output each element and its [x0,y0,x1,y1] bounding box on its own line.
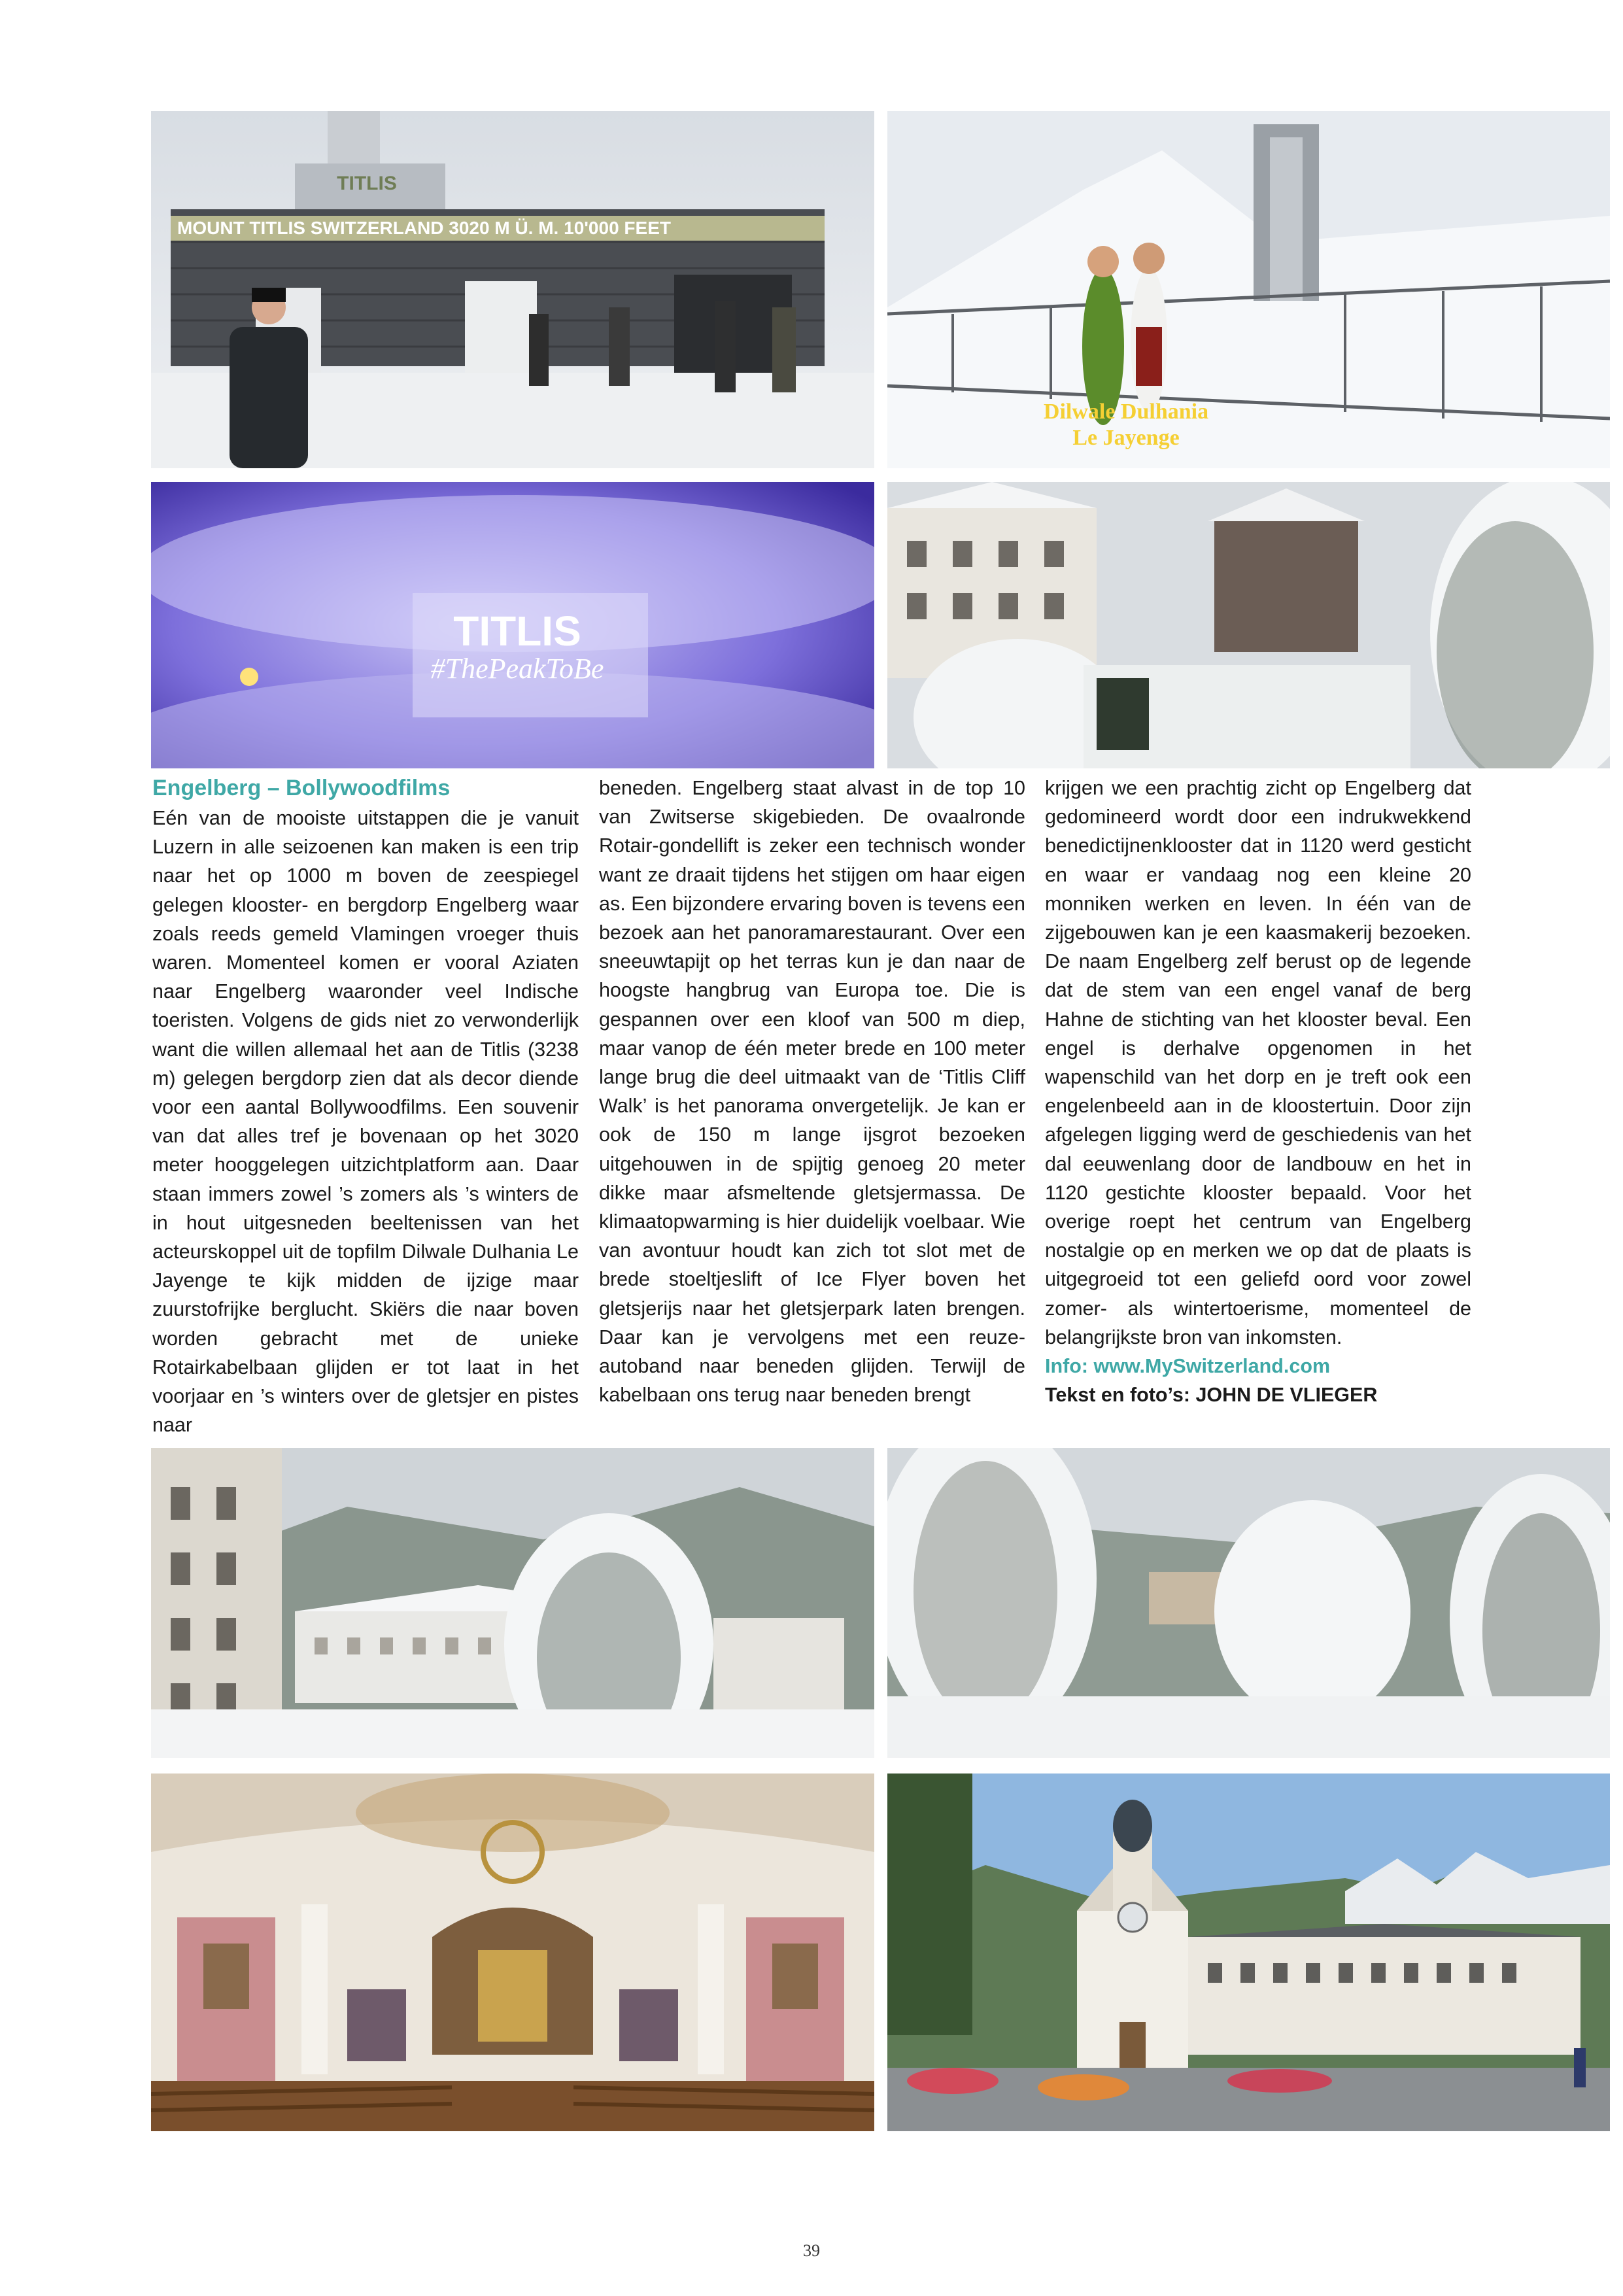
article-column-3 [1045,774,1471,1409]
article-col3-text: krijgen we een prachtig zicht op Engelberg dat gedomineerd wordt door een indrukwekkend benedictijnenklooster dat in 1120 werd gesticht en waar er vandaag nog een kleine 20 monniken werken en leven. In één van de zijgebouwen kan je een kaasmakerij bezoeken. De naam Engelberg zelf berust op de legende dat de stem van een engel vanaf de berg Hahne de stichting van het klooster beval. Een engel is derhalve opgenomen in het wapenschild van het dorp en je treft ook een engelenbeeld aan in de kloostertuin. Door zijn afgelegen ligging werd de geschiedenis van het dal eeuwenlang door de landbouw en het in 1120 gestichte klooster bepaald. Voor het overige roept het centrum van Engelberg nostalgie op en merken we op dat de plaats is uitgegroeid tot een geliefd oord voor zowel zomer- als wintertoerisme, momenteel de belangrijkste bron van inkomsten. [1045,777,1471,1348]
page-number: 39 [803,2241,820,2260]
article-col1-text: Eén van de mooiste uitstappen die je vanuit Luzern in alle seizoenen kan maken is een trip naar het op 1000 m boven de zeespiegel gelegen klooster- en bergdorp Engelberg waar zoals reeds gemeld Vlamingen vroeger thuis waren. Momenteel komen er vooral Aziaten naar Engelberg waaronder veel Indische toeristen. Volgens de gids niet zo verwonderlijk want die willen allemaal het aan de Titlis (3238 m) gelegen bergdorp zien dat als decor diende voor een aantal Bollywoodfilms. Een souvenir van dat alles tref je bovenaan op het 3020 meter hooggelegen uitzichtplatform aan. Daar staan immers zowel ’s zomers als ’s winters de in hout uitgesneden beeltenissen van het acteurskoppel uit de topfilm Dilwale Dulhania Le Jayenge te kijk midden de ijzige maar zuurstofrijke berglucht. Skiërs die naar boven worden gebracht met de unieke Rotairkabelbaan glijden er tot laat in het voorjaar en ’s winters over de gletsjer en pistes naar [152,807,579,1437]
cutout-caption-line1: Dilwale Dulhania [1043,400,1209,424]
photo-church-interior [151,1773,874,2131]
photo-titlis-station [151,111,874,468]
grotto-hashtag: #ThePeakToBe [430,653,604,685]
article-col2-text: beneden. Engelberg staat alvast in de top 10 van Zwitserse skigebieden. De ovaalronde Rotair-gondellift is zeker een technisch wonder want ze draait tijdens het stijgen om haar eigen as. Een bijzondere ervaring boven is tevens een bezoek aan het panoramarestaurant. Over een sneeuwtapijt op het terras kun je dan naar de hoogste hangbrug van Europa toe. Die is gespannen over een kloof van 500 m diep, maar vanop de één meter brede en 100 meter lange brug die deel uitmaakt van de ‘Titlis Cliff Walk’ is het panorama onvergetelijk. Je kan er ook de 150 m lange ijsgrot bezoeken uitgehouwen in de spijtig genoeg 20 meter dikke maar afsmeltende gletsjermassa. De klimaatopwarming is hier duidelijk voelbaar. Wie van avontuur houdt kan zich tot slot met de brede stoeltjeslift of Ice Flyer boven het gletsjerijs naar het gletsjerpark laten brengen. Daar kan je vervolgens met een reuze-autoband naar beneden glijden. Terwijl de kabelbaan ons terug naar beneden brengt [599,777,1025,1407]
article-column-2 [599,774,1025,1409]
article-heading: Engelberg – Bollywoodfilms [152,776,451,800]
photo-snowy-village [887,482,1610,768]
photo-monastery-snow [151,1448,874,1758]
photo-ice-grotto [151,482,874,768]
titlis-sign-text: MOUNT TITLIS SWITZERLAND 3020 M Ü. M. 10'000 FEET [177,218,671,238]
info-link[interactable]: Info: www.MySwitzerland.com [1045,1355,1331,1378]
photo-village-park [887,1448,1610,1758]
photo-bollywood-cutout [887,111,1610,468]
cutout-caption-line2: Le Jayenge [1072,426,1180,450]
photo-monastery-summer [887,1773,1610,2131]
article-column-1 [152,774,579,1439]
author-credit: Tekst en foto’s: JOHN DE VLIEGER [1045,1384,1378,1407]
grotto-logo-text: TITLIS [453,608,581,655]
titlis-logo-text: TITLIS [337,173,397,194]
